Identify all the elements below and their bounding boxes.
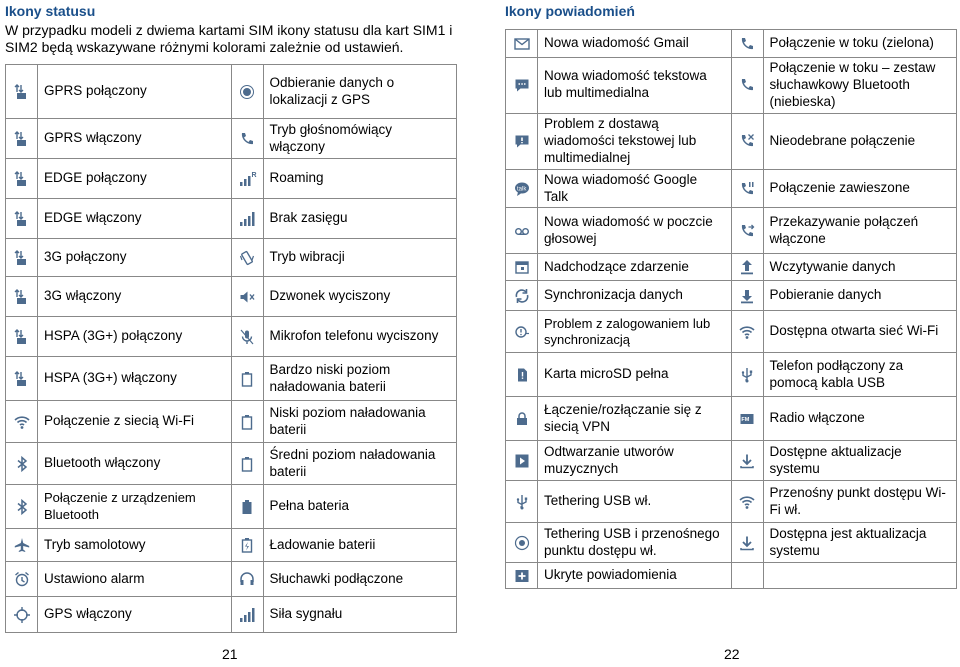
3g-on-icon bbox=[14, 289, 30, 305]
sync-icon bbox=[514, 288, 530, 304]
icon-description: HSPA (3G+) połączony bbox=[38, 317, 232, 357]
icon-cell bbox=[231, 485, 263, 529]
icon-description: HSPA (3G+) włączony bbox=[38, 357, 232, 401]
usb-tether-icon bbox=[514, 494, 530, 510]
icon-description: Tryb głośnomówiący włączony bbox=[263, 119, 457, 159]
icon-description: Połączenie z siecią Wi-Fi bbox=[38, 401, 232, 443]
table-row bbox=[506, 481, 957, 523]
icon-description: Pobieranie danych bbox=[763, 281, 957, 311]
notification-icons-table bbox=[505, 29, 957, 589]
icon-description: Dzwonek wyciszony bbox=[263, 277, 457, 317]
table-row bbox=[506, 58, 957, 114]
icon-description bbox=[763, 563, 957, 589]
icon-description: Telefon podłączony za pomocą kabla USB bbox=[763, 353, 957, 397]
icon-description: Przekazywanie połączeń włączone bbox=[763, 208, 957, 254]
icon-description: Nowa wiadomość Gmail bbox=[538, 30, 732, 58]
headset-icon bbox=[239, 571, 255, 587]
gps-receiving-icon bbox=[239, 84, 255, 100]
dual-sim-note: W przypadku modeli z dwiema kartami SIM ikony statusu dla kart SIM1 i SIM2 będą wskazywane różnymi kolorami zależnie od ustawień. bbox=[5, 21, 453, 55]
icon-cell bbox=[231, 401, 263, 443]
icon-description: GPRS włączony bbox=[38, 119, 232, 159]
icon-description: GPS włączony bbox=[38, 597, 232, 633]
icon-description: EDGE połączony bbox=[38, 159, 232, 199]
icon-description: Bardzo niski poziom naładowania baterii bbox=[263, 357, 457, 401]
icon-cell bbox=[506, 30, 538, 58]
table-row bbox=[506, 281, 957, 311]
icon-description: Tryb samolotowy bbox=[38, 529, 232, 562]
table-row bbox=[506, 563, 957, 589]
icon-description: Ukryte powiadomienia bbox=[538, 563, 732, 589]
icon-cell bbox=[231, 562, 263, 597]
icon-cell bbox=[6, 443, 38, 485]
icon-cell bbox=[731, 169, 763, 208]
icon-cell bbox=[6, 529, 38, 562]
update-available-icon bbox=[739, 535, 755, 551]
icon-cell bbox=[231, 159, 263, 199]
voicemail-icon bbox=[514, 223, 530, 239]
left-page bbox=[5, 0, 457, 622]
icon-cell bbox=[731, 397, 763, 441]
table-row bbox=[506, 441, 957, 481]
airplane-icon bbox=[14, 537, 30, 553]
icon-cell bbox=[231, 357, 263, 401]
ringer-muted-icon bbox=[239, 289, 255, 305]
icon-cell bbox=[231, 239, 263, 277]
icon-cell bbox=[6, 159, 38, 199]
3g-connected-icon bbox=[14, 250, 30, 266]
icon-description: Wczytywanie danych bbox=[763, 254, 957, 281]
gps-on-icon bbox=[14, 607, 30, 623]
battery-very-low-icon bbox=[239, 371, 255, 387]
signal-strength-icon bbox=[239, 607, 255, 623]
icon-cell bbox=[506, 281, 538, 311]
no-signal-icon bbox=[239, 211, 255, 227]
battery-charging-icon bbox=[239, 537, 255, 553]
icon-description: Tethering USB wł. bbox=[538, 481, 732, 523]
icon-cell bbox=[506, 58, 538, 114]
icon-cell bbox=[506, 481, 538, 523]
icon-cell bbox=[506, 311, 538, 353]
table-row bbox=[6, 239, 457, 277]
table-row bbox=[6, 443, 457, 485]
sms-icon bbox=[514, 77, 530, 93]
icon-cell bbox=[731, 281, 763, 311]
icon-description: Roaming bbox=[263, 159, 457, 199]
icon-cell bbox=[231, 277, 263, 317]
icon-description: Problem z dostawą wiadomości tekstowej lub multimedialnej bbox=[538, 113, 732, 169]
icon-description: 3G połączony bbox=[38, 239, 232, 277]
usb-icon bbox=[739, 367, 755, 383]
icon-cell bbox=[506, 353, 538, 397]
icon-description: Przenośny punkt dostępu Wi-Fi wł. bbox=[763, 481, 957, 523]
icon-cell bbox=[506, 113, 538, 169]
vibrate-icon bbox=[239, 250, 255, 266]
table-row bbox=[6, 597, 457, 633]
icon-cell bbox=[506, 169, 538, 208]
icon-cell bbox=[6, 317, 38, 357]
table-row bbox=[6, 65, 457, 119]
icon-description: Bluetooth włączony bbox=[38, 443, 232, 485]
icon-description: Radio włączone bbox=[763, 397, 957, 441]
icon-cell bbox=[731, 30, 763, 58]
table-row bbox=[506, 113, 957, 169]
icon-description: Słuchawki podłączone bbox=[263, 562, 457, 597]
icon-cell bbox=[231, 317, 263, 357]
table-row bbox=[6, 119, 457, 159]
icon-description: Mikrofon telefonu wyciszony bbox=[263, 317, 457, 357]
icon-cell bbox=[731, 523, 763, 563]
bluetooth-connected-icon bbox=[14, 499, 30, 515]
icon-cell bbox=[731, 113, 763, 169]
icon-cell bbox=[731, 563, 763, 589]
icon-cell bbox=[6, 119, 38, 159]
icon-cell bbox=[231, 597, 263, 633]
icon-description: Tryb wibracji bbox=[263, 239, 457, 277]
table-row bbox=[506, 169, 957, 208]
call-hold-icon bbox=[739, 181, 755, 197]
call-blue-icon bbox=[739, 77, 755, 93]
open-wifi-icon bbox=[739, 324, 755, 340]
table-row bbox=[506, 523, 957, 563]
icon-cell bbox=[6, 277, 38, 317]
system-update-icon bbox=[739, 453, 755, 469]
icon-cell bbox=[506, 441, 538, 481]
icon-description: Średni poziom naładowania baterii bbox=[263, 443, 457, 485]
table-row bbox=[506, 353, 957, 397]
icon-cell bbox=[731, 353, 763, 397]
roaming-icon bbox=[239, 171, 255, 187]
icon-cell bbox=[6, 357, 38, 401]
icon-description: Karta microSD pełna bbox=[538, 353, 732, 397]
table-row bbox=[6, 485, 457, 529]
icon-description: EDGE włączony bbox=[38, 199, 232, 239]
battery-medium-icon bbox=[239, 456, 255, 472]
edge-on-icon bbox=[14, 211, 30, 227]
icon-description: Dostępne aktualizacje systemu bbox=[763, 441, 957, 481]
download-icon bbox=[739, 288, 755, 304]
icon-cell bbox=[731, 311, 763, 353]
missed-call-icon bbox=[739, 133, 755, 149]
icon-description: Nowa wiadomość Google Talk bbox=[538, 169, 732, 208]
edge-connected-icon bbox=[14, 171, 30, 187]
radio-icon bbox=[739, 411, 755, 427]
icon-description: Tethering USB i przenośnego punktu dostępu wł. bbox=[538, 523, 732, 563]
icon-description: Ładowanie baterii bbox=[263, 529, 457, 562]
icon-description: Odtwarzanie utworów muzycznych bbox=[538, 441, 732, 481]
hotspot-icon bbox=[739, 494, 755, 510]
table-row bbox=[6, 277, 457, 317]
icon-description: Nieodebrane połączenie bbox=[763, 113, 957, 169]
icon-cell bbox=[231, 119, 263, 159]
gprs-connected-icon bbox=[14, 84, 30, 100]
hspa-connected-icon bbox=[14, 329, 30, 345]
icon-cell bbox=[731, 254, 763, 281]
table-row bbox=[506, 311, 957, 353]
table-row bbox=[506, 30, 957, 58]
svg-text:talk: talk bbox=[516, 186, 526, 192]
table-row bbox=[6, 199, 457, 239]
table-row bbox=[6, 357, 457, 401]
icon-description: Połączenie w toku – zestaw słuchawkowy Bluetooth (niebieska) bbox=[763, 58, 957, 114]
status-icons-heading: Ikony statusu bbox=[5, 3, 96, 19]
icon-description: Nowa wiadomość w poczcie głosowej bbox=[538, 208, 732, 254]
icon-cell bbox=[506, 523, 538, 563]
tether-hotspot-icon bbox=[514, 535, 530, 551]
icon-description: Dostępna jest aktualizacja systemu bbox=[763, 523, 957, 563]
icon-description: Niski poziom naładowania baterii bbox=[263, 401, 457, 443]
icon-description: Dostępna otwarta sieć Wi-Fi bbox=[763, 311, 957, 353]
icon-description: Połączenie w toku (zielona) bbox=[763, 30, 957, 58]
alarm-icon bbox=[14, 571, 30, 587]
icon-description: Problem z zalogowaniem lub synchronizacją bbox=[538, 311, 732, 353]
icon-description: Połączenie zawieszone bbox=[763, 169, 957, 208]
speakerphone-icon bbox=[239, 131, 255, 147]
icon-cell bbox=[231, 443, 263, 485]
icon-cell bbox=[731, 58, 763, 114]
table-row bbox=[6, 562, 457, 597]
icon-cell bbox=[506, 208, 538, 254]
table-row bbox=[6, 529, 457, 562]
icon-description: Nowa wiadomość tekstowa lub multimedialna bbox=[538, 58, 732, 114]
gmail-icon bbox=[514, 36, 530, 52]
icon-description: Pełna bateria bbox=[263, 485, 457, 529]
icon-description: Synchronizacja danych bbox=[538, 281, 732, 311]
mic-muted-icon bbox=[239, 329, 255, 345]
battery-low-icon bbox=[239, 414, 255, 430]
more-notifications-icon bbox=[514, 568, 530, 584]
icon-cell bbox=[6, 597, 38, 633]
icon-cell bbox=[506, 563, 538, 589]
sd-full-icon bbox=[514, 367, 530, 383]
battery-full-icon bbox=[239, 499, 255, 515]
upload-icon bbox=[739, 259, 755, 275]
talk-icon bbox=[514, 181, 530, 197]
icon-description: Siła sygnału bbox=[263, 597, 457, 633]
page-number-left: 21 bbox=[222, 646, 238, 662]
table-row bbox=[6, 159, 457, 199]
page-number-right: 22 bbox=[724, 646, 740, 662]
sms-error-icon bbox=[514, 133, 530, 149]
notification-icons-heading: Ikony powiadomień bbox=[505, 3, 635, 19]
table-row bbox=[506, 397, 957, 441]
play-icon bbox=[514, 453, 530, 469]
icon-description: GPRS połączony bbox=[38, 65, 232, 119]
table-row bbox=[6, 401, 457, 443]
icon-cell bbox=[6, 239, 38, 277]
call-forward-icon bbox=[739, 223, 755, 239]
icon-cell bbox=[506, 397, 538, 441]
icon-cell bbox=[231, 199, 263, 239]
icon-description: Nadchodzące zdarzenie bbox=[538, 254, 732, 281]
wifi-icon bbox=[14, 414, 30, 430]
icon-cell bbox=[6, 65, 38, 119]
icon-description: Ustawiono alarm bbox=[38, 562, 232, 597]
icon-description: 3G włączony bbox=[38, 277, 232, 317]
hspa-on-icon bbox=[14, 371, 30, 387]
status-icons-table bbox=[5, 64, 457, 633]
icon-cell bbox=[231, 65, 263, 119]
icon-cell bbox=[506, 254, 538, 281]
icon-cell bbox=[6, 485, 38, 529]
icon-description: Odbieranie danych o lokalizacji z GPS bbox=[263, 65, 457, 119]
table-row bbox=[506, 254, 957, 281]
svg-text:FM: FM bbox=[741, 416, 750, 423]
icon-cell bbox=[231, 529, 263, 562]
table-row bbox=[506, 208, 957, 254]
icon-description: Łączenie/rozłączanie się z siecią VPN bbox=[538, 397, 732, 441]
right-page bbox=[505, 0, 957, 583]
icon-cell bbox=[731, 441, 763, 481]
icon-cell bbox=[6, 562, 38, 597]
sync-error-icon bbox=[514, 324, 530, 340]
calendar-icon bbox=[514, 259, 530, 275]
icon-description: Połączenie z urządzeniem Bluetooth bbox=[38, 485, 232, 529]
call-green-icon bbox=[739, 36, 755, 52]
icon-description: Brak zasięgu bbox=[263, 199, 457, 239]
icon-cell bbox=[6, 199, 38, 239]
table-row bbox=[6, 317, 457, 357]
svg-text:R: R bbox=[251, 171, 257, 179]
bluetooth-icon bbox=[14, 456, 30, 472]
gprs-on-icon bbox=[14, 131, 30, 147]
icon-cell bbox=[731, 481, 763, 523]
icon-cell bbox=[6, 401, 38, 443]
vpn-icon bbox=[514, 411, 530, 427]
icon-cell bbox=[731, 208, 763, 254]
